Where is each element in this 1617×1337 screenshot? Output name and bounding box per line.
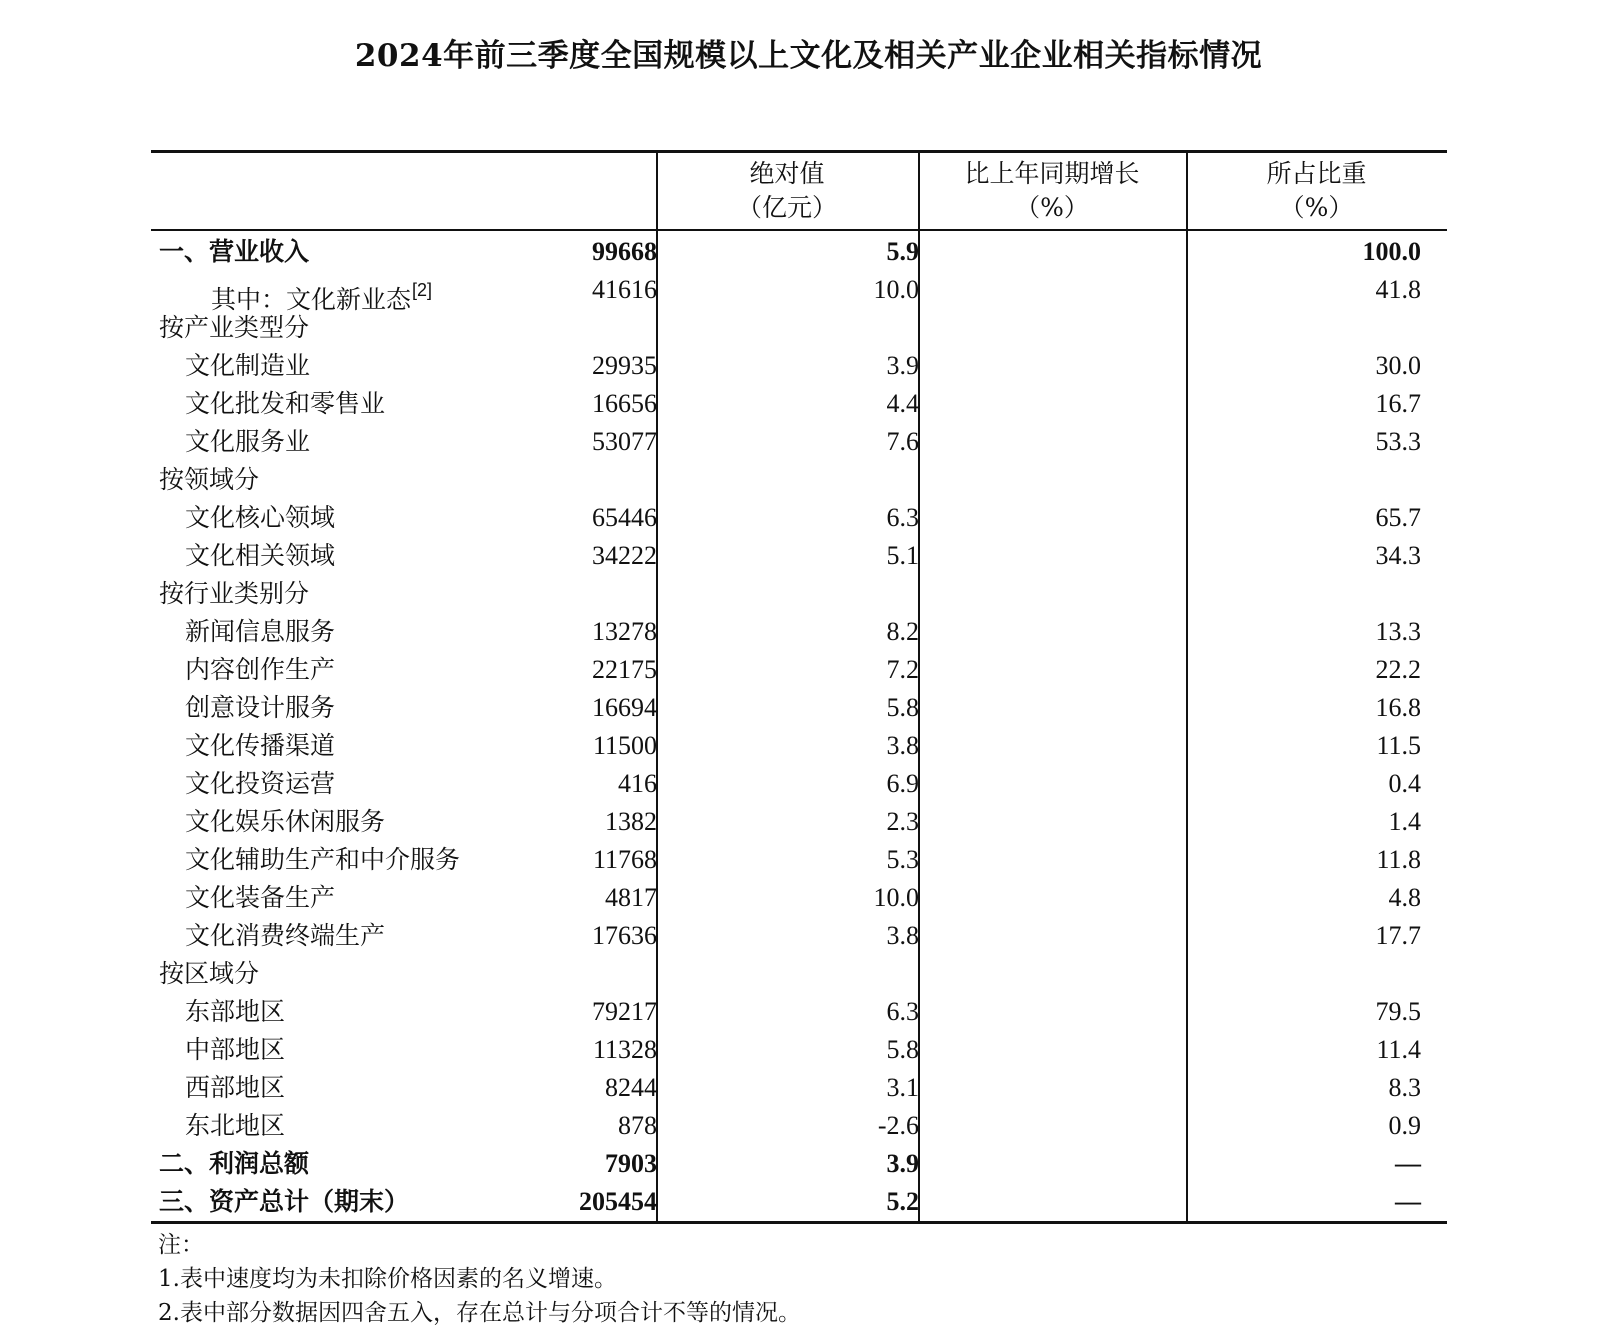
cell-share: —	[1395, 1187, 1421, 1216]
table-row	[151, 537, 1447, 575]
cell-growth: 6.3	[886, 997, 919, 1026]
footnote-marker: [2]	[412, 280, 433, 300]
table-row	[151, 271, 1447, 314]
row-label: 按产业类型分	[159, 313, 310, 342]
table-row	[151, 803, 1447, 841]
row-label: 其中：文化新业态[2]	[211, 280, 433, 314]
cell-growth: 5.8	[886, 693, 919, 722]
cell-share: 17.7	[1375, 921, 1421, 950]
cell-absolute-value: 99668	[592, 237, 657, 266]
cell-growth: 5.9	[886, 237, 919, 266]
cell-share: 1.4	[1388, 807, 1421, 836]
cell-share: 79.5	[1375, 997, 1421, 1026]
row-label: 东部地区	[185, 997, 286, 1026]
footnote-2: 2.表中部分数据因四舍五入，存在总计与分项合计不等的情况。	[158, 1300, 801, 1326]
cell-share: 11.8	[1376, 845, 1421, 874]
table-row	[151, 309, 1447, 347]
table-row	[151, 917, 1447, 955]
cell-share: 11.4	[1376, 1035, 1421, 1064]
cell-share: 100.0	[1362, 237, 1421, 266]
table-row	[151, 1145, 1447, 1183]
cell-growth: 4.4	[886, 389, 919, 418]
cell-absolute-value: 16694	[592, 693, 657, 722]
row-label: 按区域分	[159, 959, 260, 988]
cell-absolute-value: 878	[618, 1111, 657, 1140]
cell-share: 16.8	[1375, 693, 1421, 722]
row-label: 文化批发和零售业	[185, 389, 386, 418]
cell-growth: 3.1	[886, 1073, 919, 1102]
cell-absolute-value: 205454	[579, 1187, 657, 1216]
row-label: 文化装备生产	[185, 883, 336, 912]
header-share: 所占比重 （%）	[1266, 159, 1367, 222]
row-label: 西部地区	[185, 1073, 286, 1102]
cell-growth: -2.6	[877, 1111, 919, 1140]
cell-growth: 6.9	[886, 769, 919, 798]
cell-absolute-value: 53077	[592, 427, 657, 456]
row-label: 文化制造业	[185, 351, 311, 380]
row-label: 创意设计服务	[185, 693, 336, 722]
table-row	[151, 1183, 1447, 1221]
cell-absolute-value: 41616	[592, 275, 657, 304]
cell-absolute-value: 79217	[592, 997, 657, 1026]
cell-share: 30.0	[1375, 351, 1421, 380]
row-label: 东北地区	[185, 1111, 286, 1140]
cell-growth: 3.8	[886, 921, 919, 950]
table-row	[151, 423, 1447, 461]
table-row	[151, 385, 1447, 423]
row-label: 二、利润总额	[159, 1149, 310, 1178]
cell-share: 16.7	[1375, 389, 1421, 418]
row-label: 按行业类别分	[159, 579, 310, 608]
cell-share: 65.7	[1375, 503, 1421, 532]
table-header	[151, 153, 1447, 231]
table-row	[151, 461, 1447, 499]
table-row	[151, 575, 1447, 613]
cell-growth: 3.9	[886, 1149, 919, 1178]
cell-growth: 6.3	[886, 503, 919, 532]
cell-share: 11.5	[1376, 731, 1421, 760]
cell-absolute-value: 7903	[605, 1149, 657, 1178]
cell-absolute-value: 34222	[592, 541, 657, 570]
table-row	[151, 993, 1447, 1031]
table-row	[151, 651, 1447, 689]
footnotes	[158, 1228, 801, 1330]
cell-absolute-value: 13278	[592, 617, 657, 646]
row-label: 文化服务业	[185, 427, 311, 456]
table-row	[151, 613, 1447, 651]
row-label: 文化娱乐休闲服务	[185, 807, 386, 836]
cell-growth: 7.2	[886, 655, 919, 684]
table-row	[151, 689, 1447, 727]
row-label: 文化辅助生产和中介服务	[185, 845, 461, 874]
cell-growth: 5.3	[886, 845, 919, 874]
cell-share: 4.8	[1388, 883, 1421, 912]
cell-absolute-value: 4817	[605, 883, 657, 912]
cell-growth: 5.2	[886, 1187, 919, 1216]
row-label: 文化传播渠道	[185, 731, 336, 760]
table-row	[151, 765, 1447, 803]
cell-growth: 5.8	[886, 1035, 919, 1064]
footnote-1: 1.表中速度均为未扣除价格因素的名义增速。	[158, 1266, 617, 1292]
cell-absolute-value: 416	[618, 769, 657, 798]
page-title: 2024年前三季度全国规模以上文化及相关产业企业相关指标情况	[354, 38, 1263, 74]
table-row	[151, 499, 1447, 537]
table-row	[151, 727, 1447, 765]
row-label: 文化核心领域	[185, 503, 336, 532]
cell-growth: 10.0	[873, 883, 919, 912]
cell-growth: 3.9	[886, 351, 919, 380]
cell-growth: 7.6	[886, 427, 919, 456]
row-label: 一、营业收入	[159, 237, 310, 266]
row-label: 三、资产总计（期末）	[159, 1187, 410, 1216]
cell-absolute-value: 16656	[592, 389, 657, 418]
row-label: 新闻信息服务	[185, 617, 336, 646]
cell-share: 0.9	[1388, 1111, 1421, 1140]
cell-share: 13.3	[1375, 617, 1421, 646]
cell-absolute-value: 65446	[592, 503, 657, 532]
cell-share: 34.3	[1375, 541, 1421, 570]
cell-absolute-value: 8244	[605, 1073, 657, 1102]
row-label: 文化投资运营	[185, 769, 336, 798]
cell-growth: 5.1	[886, 541, 919, 570]
cell-growth: 10.0	[873, 275, 919, 304]
table-row	[151, 841, 1447, 879]
cell-share: 41.8	[1375, 275, 1421, 304]
table-body	[151, 233, 1447, 1221]
table-row	[151, 1031, 1447, 1069]
table-row	[151, 347, 1447, 385]
row-label: 内容创作生产	[185, 655, 336, 684]
cell-absolute-value: 22175	[592, 655, 657, 684]
row-label: 按领域分	[159, 465, 260, 494]
table-row	[151, 879, 1447, 917]
table-row	[151, 233, 1447, 271]
cell-share: —	[1395, 1149, 1421, 1178]
header-absolute-value: 绝对值 （亿元）	[736, 159, 837, 222]
cell-share: 8.3	[1388, 1073, 1421, 1102]
row-label: 中部地区	[185, 1035, 286, 1064]
row-label: 文化相关领域	[185, 541, 336, 570]
header-growth: 比上年同期增长 （%）	[964, 159, 1140, 222]
cell-absolute-value: 11768	[592, 845, 657, 874]
table-row	[151, 955, 1447, 993]
cell-absolute-value: 11328	[592, 1035, 657, 1064]
cell-absolute-value: 11500	[592, 731, 657, 760]
table-row	[151, 1069, 1447, 1107]
footnote-heading: 注：	[158, 1232, 204, 1258]
row-label: 文化消费终端生产	[185, 921, 386, 950]
cell-absolute-value: 17636	[592, 921, 657, 950]
indicator-table	[151, 150, 1447, 1224]
cell-share: 53.3	[1375, 427, 1421, 456]
cell-absolute-value: 29935	[592, 351, 657, 380]
cell-absolute-value: 1382	[605, 807, 657, 836]
table-row	[151, 1107, 1447, 1145]
cell-share: 22.2	[1375, 655, 1421, 684]
cell-growth: 8.2	[886, 617, 919, 646]
cell-growth: 2.3	[886, 807, 919, 836]
cell-share: 0.4	[1388, 769, 1421, 798]
cell-growth: 3.8	[886, 731, 919, 760]
